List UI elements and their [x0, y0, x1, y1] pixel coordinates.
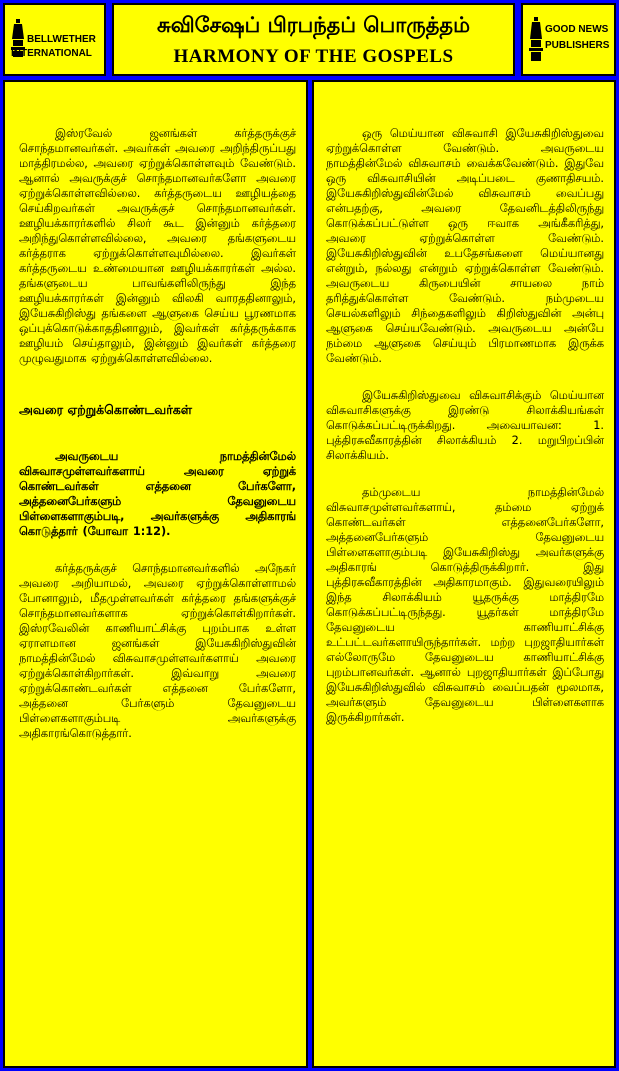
right-paragraph-1: ஒரு மெய்யான விசுவாசி இயேசுகிறிஸ்துவை ஏற்றுக்கொள்ள வேண்டும். அவருடைய நாமத்தின்மேல் விசுவாசம் வைக்கவேண்டும். இதுவே ஒரு விசுவாசியின் அடிப்படை குணாதிசயம். இயேசுகிறிஸ்துவின்மேல் விசுவாசம் வைப்பது என்பதற்கு, அவரை தேவனிடத்திலிருந்து கொடுக்கப்பட்டுள்ள ஒரு ஈவாக அங்கீகரித்து, அவரை ஏற்றுக்கொள்ள வேண்டும். இயேசுகிறிஸ்துவின் உபதேசங்களை மெய்யானது என்றும், நல்லது என்றும் ஏற்றுக்கொள்ள வேண்டும். அவருடைய கிருபையின் சாயலை நாம் தரித்துக்கொள்ள வேண்டும். நம்முடைய செயல்களிலும் சிந்தைகளிலும் கிறிஸ்துவின் அன்பு ஆளுகை செய்யவேண்டும். அவருடைய அன்பே நம்மை ஆளுகை செய்யும் பிரமாணமாக இருக்க வேண்டும்.	[326, 127, 604, 365]
good-news-figure-icon	[529, 17, 543, 61]
right-column	[312, 80, 616, 1068]
bellwether-logo	[11, 15, 101, 65]
bellwether-logo-box	[3, 3, 106, 76]
left-column	[3, 80, 308, 1068]
good-news-logo-box	[521, 3, 616, 76]
bellwether-logo-line2: INTERNATIONAL	[11, 48, 92, 59]
right-column-content	[326, 126, 604, 725]
title-english: HARMONY OF THE GOSPELS	[173, 46, 454, 67]
bible-verse: அவருடைய நாமத்தின்மேல் விசுவாசமுள்ளவர்களாய் அவரை ஏற்றுக் கொண்டவர்கள் எத்தனை பேர்களோ, அத்தனைபேர்களும் தேவனுடைய பிள்ளைகளாகும்படி, அவர்களுக்கு அதிகாரங் கொடுத்தார் (யோவா 1:12).	[19, 450, 296, 538]
left-paragraph-1: இஸ்ரவேல் ஜனங்கள் கர்த்தருக்குச் சொந்தமானவர்கள். அவர்கள் அவரை அறிந்திருப்பது மாத்திரமல்ல, அவரை ஏற்றுக்கொள்ளவும் வேண்டும். ஆனால் அவருக்குச் சொந்தமானவர்களோ அவரை ஏற்றுக்கொள்ளவில்லை. கர்த்தருடைய ஊழியத்தை செய்கிறவர்கள் அவருக்குச் சொந்தமானவர்கள். ஊழியக்காரர்களில் சிலர் கூட இன்னும் கர்த்தரை அறிந்துகொள்ளவில்லை, அவரை தங்களுடைய கர்த்தராக ஏற்றுக்கொள்ளவுமில்லை. இவர்கள் கர்த்தருடைய உண்மையான ஊழியக்காரர்கள் அல்ல. தங்களுடைய பாவங்களிலிருந்து இந்த ஊழியக்காரர்கள் இன்னும் விலகி வாரததினாலும், இயேசுகிறிஸ்து தங்களை ஆளுகை செய்ய பூரணமாக ஒப்புக்கொடுக்காததினாலும், இவர்கள் கர்த்தருக்காக ஊழியம் செய்தாலும், இன்னும் இவர்கள் கர்த்தரை முழுவதுமாக ஏற்றுக்கொள்ளவில்லை.	[19, 127, 296, 365]
good-news-logo	[529, 15, 611, 65]
left-column-content	[19, 126, 296, 741]
title-box	[112, 3, 515, 76]
good-news-logo-line2: PUBLISHERS	[545, 40, 610, 51]
title-tamil: சுவிசேஷப் பிரபந்தப் பொருத்தம்	[157, 13, 470, 37]
left-paragraph-2: கர்த்தருக்குச் சொந்தமானவர்களில் அநேகர் அவரை அறியாமல், அவரை ஏற்றுக்கொள்ளாமல் போனாலும், மீதமுள்ளவர்கள் கர்த்தரை தங்களுக்குச் சொந்தமானவர்களாக ஏற்றுக்கொள்கிறார்கள். இஸ்ரவேலின் காணியாட்சிக்கு புறம்பாக உள்ள ஏராளமான ஜனங்கள் இயேசுகிறிஸ்துவின் நாமத்தின்மேல் விசுவாசமுள்ளவர்களாய் அவரை ஏற்றுக்கொள்கிறார்கள். இவ்வாறு அவரை ஏற்றுக்கொண்டவர்கள் எத்தனை பேர்களோ, அத்தனை பேர்களும் தேவனுடைய பிள்ளைகளாகும்படி அவர்களுக்கு அதிகாரங்கொடுத்தார்.	[19, 562, 296, 740]
right-paragraph-3: தம்முடைய நாமத்தின்மேல் விசுவாசமுள்ளவர்களாய், தம்மை ஏற்றுக் கொண்டவர்கள் எத்தனைபேர்களோ, அத்தனைபேர்களும் தேவனுடைய பிள்ளைகளாகும்படி இயேசுகிறிஸ்து அவர்களுக்கு அதிகாரங் கொடுத்திருக்கிறார். இது புத்திரசுவீகாரத்தின் அதிகாரமாகும். இதுவரையிலும் இந்த சிலாக்கியம் யூதருக்கு மாத்திரமே கொடுக்கப்பட்டிருந்தது. யூதர்கள் மாத்திரமே தேவனுடைய காணியாட்சிக்கு உட்பட்டவர்களாயிருந்தார்கள். மற்ற புறஜாதியார்கள் எல்லோருமே தேவனுடைய காணியாட்சிக்கு புறம்பானவர்கள். ஆனால் புறஜாதியார்கள் இப்போது இயேசுகிறிஸ்துவில் விசுவாசம் வைப்பதன் மூலமாக, அவர்களும் தேவனுடைய பிள்ளைகளாக இருக்கிறார்கள்.	[326, 486, 604, 724]
good-news-logo-line1: GOOD NEWS	[545, 24, 609, 35]
right-paragraph-2: இயேசுகிறிஸ்துவை விசுவாசிக்கும் மெய்யான விசுவாசிகளுக்கு இரண்டு சிலாக்கியங்கள் கொடுக்கப்பட்டிருக்கிறது. அவையாவன: 1. புத்திரசுவீகாரத்தின் சிலாக்கியம் 2. மறுபிறப்பின் சிலாக்கியம்.	[326, 389, 604, 462]
section-heading: அவரை ஏற்றுக்கொண்டவர்கள்	[19, 402, 193, 417]
bellwether-logo-line1: BELLWETHER	[27, 34, 96, 45]
